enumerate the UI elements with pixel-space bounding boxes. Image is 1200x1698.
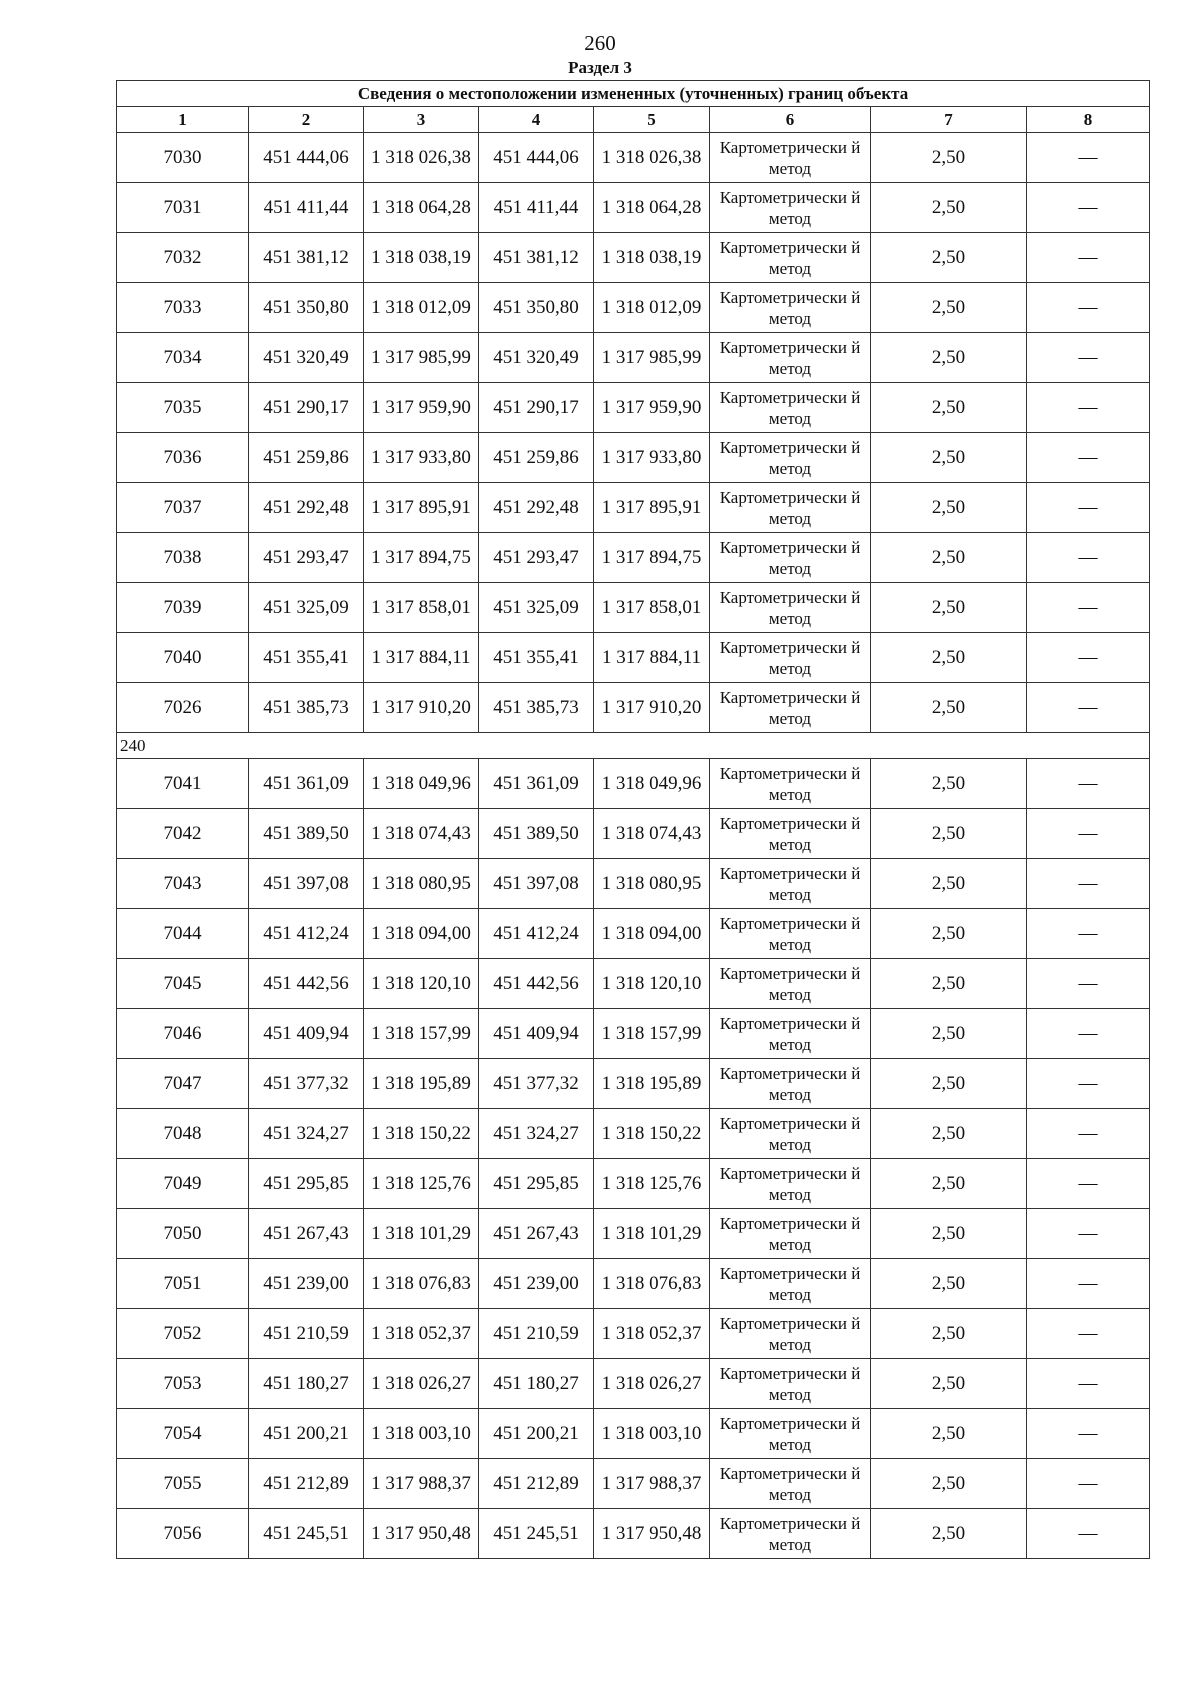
accuracy-cell: 2,50 <box>871 133 1027 183</box>
method-cell: Картометрически й метод <box>710 859 871 909</box>
accuracy-cell: 2,50 <box>871 1209 1027 1259</box>
x-old-cell: 451 239,00 <box>249 1259 364 1309</box>
table-row <box>117 859 1150 909</box>
y-old-cell: 1 318 094,00 <box>364 909 479 959</box>
contour-number-row <box>117 733 1150 759</box>
accuracy-cell: 2,50 <box>871 1459 1027 1509</box>
point-number-cell: 7032 <box>117 233 249 283</box>
y-old-cell: 1 317 858,01 <box>364 583 479 633</box>
point-number-cell: 7026 <box>117 683 249 733</box>
point-number-cell: 7051 <box>117 1259 249 1309</box>
description-cell: — <box>1027 1109 1150 1159</box>
x-new-cell: 451 389,50 <box>479 809 594 859</box>
point-number-cell: 7033 <box>117 283 249 333</box>
boundary-coordinates-table <box>116 80 1150 1559</box>
table-row <box>117 233 1150 283</box>
description-cell: — <box>1027 633 1150 683</box>
y-new-cell: 1 318 076,83 <box>594 1259 710 1309</box>
point-number-cell: 7047 <box>117 1059 249 1109</box>
point-number-cell: 7055 <box>117 1459 249 1509</box>
y-old-cell: 1 318 076,83 <box>364 1259 479 1309</box>
point-number-cell: 7031 <box>117 183 249 233</box>
method-cell: Картометрически й метод <box>710 959 871 1009</box>
x-new-cell: 451 267,43 <box>479 1209 594 1259</box>
y-old-cell: 1 317 894,75 <box>364 533 479 583</box>
y-new-cell: 1 317 959,90 <box>594 383 710 433</box>
point-number-cell: 7038 <box>117 533 249 583</box>
description-cell: — <box>1027 583 1150 633</box>
x-old-cell: 451 361,09 <box>249 759 364 809</box>
table-row <box>117 1159 1150 1209</box>
y-old-cell: 1 318 026,38 <box>364 133 479 183</box>
description-cell: — <box>1027 383 1150 433</box>
description-cell: — <box>1027 683 1150 733</box>
x-new-cell: 451 397,08 <box>479 859 594 909</box>
method-cell: Картометрически й метод <box>710 1509 871 1559</box>
x-old-cell: 451 200,21 <box>249 1409 364 1459</box>
method-cell: Картометрически й метод <box>710 633 871 683</box>
table-row <box>117 809 1150 859</box>
column-number: 5 <box>594 107 710 133</box>
x-old-cell: 451 295,85 <box>249 1159 364 1209</box>
table-row <box>117 1309 1150 1359</box>
accuracy-cell: 2,50 <box>871 233 1027 283</box>
x-old-cell: 451 411,44 <box>249 183 364 233</box>
x-new-cell: 451 180,27 <box>479 1359 594 1409</box>
accuracy-cell: 2,50 <box>871 1259 1027 1309</box>
table-row <box>117 383 1150 433</box>
y-new-cell: 1 318 120,10 <box>594 959 710 1009</box>
y-old-cell: 1 317 933,80 <box>364 433 479 483</box>
table-row <box>117 1359 1150 1409</box>
x-old-cell: 451 325,09 <box>249 583 364 633</box>
y-old-cell: 1 317 895,91 <box>364 483 479 533</box>
x-new-cell: 451 292,48 <box>479 483 594 533</box>
x-old-cell: 451 409,94 <box>249 1009 364 1059</box>
description-cell: — <box>1027 133 1150 183</box>
description-cell: — <box>1027 233 1150 283</box>
method-cell: Картометрически й метод <box>710 1359 871 1409</box>
method-cell: Картометрически й метод <box>710 1109 871 1159</box>
x-old-cell: 451 320,49 <box>249 333 364 383</box>
method-cell: Картометрически й метод <box>710 433 871 483</box>
column-number: 1 <box>117 107 249 133</box>
y-new-cell: 1 317 895,91 <box>594 483 710 533</box>
x-new-cell: 451 385,73 <box>479 683 594 733</box>
method-cell: Картометрически й метод <box>710 483 871 533</box>
table-row <box>117 1059 1150 1109</box>
y-old-cell: 1 317 910,20 <box>364 683 479 733</box>
x-new-cell: 451 411,44 <box>479 183 594 233</box>
x-old-cell: 451 293,47 <box>249 533 364 583</box>
x-old-cell: 451 350,80 <box>249 283 364 333</box>
table-row <box>117 683 1150 733</box>
x-new-cell: 451 200,21 <box>479 1409 594 1459</box>
description-cell: — <box>1027 1259 1150 1309</box>
x-new-cell: 451 245,51 <box>479 1509 594 1559</box>
y-old-cell: 1 318 003,10 <box>364 1409 479 1459</box>
method-cell: Картометрически й метод <box>710 1009 871 1059</box>
table-row <box>117 633 1150 683</box>
point-number-cell: 7054 <box>117 1409 249 1459</box>
table-row <box>117 533 1150 583</box>
x-old-cell: 451 412,24 <box>249 909 364 959</box>
accuracy-cell: 2,50 <box>871 809 1027 859</box>
table-row <box>117 1009 1150 1059</box>
x-old-cell: 451 377,32 <box>249 1059 364 1109</box>
y-old-cell: 1 318 195,89 <box>364 1059 479 1109</box>
y-new-cell: 1 317 894,75 <box>594 533 710 583</box>
y-old-cell: 1 318 049,96 <box>364 759 479 809</box>
y-old-cell: 1 318 120,10 <box>364 959 479 1009</box>
y-new-cell: 1 318 074,43 <box>594 809 710 859</box>
table-row <box>117 1409 1150 1459</box>
x-new-cell: 451 293,47 <box>479 533 594 583</box>
y-old-cell: 1 317 985,99 <box>364 333 479 383</box>
y-new-cell: 1 318 003,10 <box>594 1409 710 1459</box>
column-number: 7 <box>871 107 1027 133</box>
x-new-cell: 451 381,12 <box>479 233 594 283</box>
y-new-cell: 1 318 125,76 <box>594 1159 710 1209</box>
y-old-cell: 1 318 064,28 <box>364 183 479 233</box>
column-number: 8 <box>1027 107 1150 133</box>
table-row <box>117 433 1150 483</box>
x-new-cell: 451 210,59 <box>479 1309 594 1359</box>
accuracy-cell: 2,50 <box>871 483 1027 533</box>
method-cell: Картометрически й метод <box>710 133 871 183</box>
x-old-cell: 451 245,51 <box>249 1509 364 1559</box>
method-cell: Картометрически й метод <box>710 909 871 959</box>
accuracy-cell: 2,50 <box>871 859 1027 909</box>
description-cell: — <box>1027 809 1150 859</box>
y-old-cell: 1 318 150,22 <box>364 1109 479 1159</box>
contour-number: 240 <box>117 733 1150 759</box>
y-new-cell: 1 318 150,22 <box>594 1109 710 1159</box>
accuracy-cell: 2,50 <box>871 433 1027 483</box>
table-row <box>117 483 1150 533</box>
point-number-cell: 7030 <box>117 133 249 183</box>
y-new-cell: 1 317 884,11 <box>594 633 710 683</box>
method-cell: Картометрически й метод <box>710 1259 871 1309</box>
x-old-cell: 451 259,86 <box>249 433 364 483</box>
x-new-cell: 451 355,41 <box>479 633 594 683</box>
x-new-cell: 451 412,24 <box>479 909 594 959</box>
table-row <box>117 283 1150 333</box>
description-cell: — <box>1027 183 1150 233</box>
method-cell: Картометрически й метод <box>710 1309 871 1359</box>
x-old-cell: 451 210,59 <box>249 1309 364 1359</box>
table-row <box>117 909 1150 959</box>
accuracy-cell: 2,50 <box>871 1009 1027 1059</box>
description-cell: — <box>1027 1509 1150 1559</box>
x-old-cell: 451 385,73 <box>249 683 364 733</box>
point-number-cell: 7045 <box>117 959 249 1009</box>
x-old-cell: 451 381,12 <box>249 233 364 283</box>
accuracy-cell: 2,50 <box>871 333 1027 383</box>
point-number-cell: 7036 <box>117 433 249 483</box>
table-row <box>117 759 1150 809</box>
point-number-cell: 7039 <box>117 583 249 633</box>
y-new-cell: 1 318 049,96 <box>594 759 710 809</box>
table-row <box>117 1459 1150 1509</box>
method-cell: Картометрически й метод <box>710 809 871 859</box>
x-old-cell: 451 389,50 <box>249 809 364 859</box>
description-cell: — <box>1027 433 1150 483</box>
description-cell: — <box>1027 1459 1150 1509</box>
point-number-cell: 7056 <box>117 1509 249 1559</box>
y-old-cell: 1 318 074,43 <box>364 809 479 859</box>
x-new-cell: 451 320,49 <box>479 333 594 383</box>
y-new-cell: 1 318 026,27 <box>594 1359 710 1409</box>
description-cell: — <box>1027 1009 1150 1059</box>
accuracy-cell: 2,50 <box>871 1159 1027 1209</box>
point-number-cell: 7049 <box>117 1159 249 1209</box>
y-new-cell: 1 317 933,80 <box>594 433 710 483</box>
page-number: 260 <box>584 31 616 55</box>
y-old-cell: 1 318 101,29 <box>364 1209 479 1259</box>
table-caption: Сведения о местоположении измененных (уточненных) границ объекта <box>117 81 1150 107</box>
table-body <box>117 133 1150 1559</box>
method-cell: Картометрически й метод <box>710 233 871 283</box>
y-new-cell: 1 318 064,28 <box>594 183 710 233</box>
description-cell: — <box>1027 283 1150 333</box>
y-old-cell: 1 317 959,90 <box>364 383 479 433</box>
x-old-cell: 451 324,27 <box>249 1109 364 1159</box>
x-new-cell: 451 409,94 <box>479 1009 594 1059</box>
description-cell: — <box>1027 1309 1150 1359</box>
point-number-cell: 7053 <box>117 1359 249 1409</box>
description-cell: — <box>1027 859 1150 909</box>
description-cell: — <box>1027 1359 1150 1409</box>
method-cell: Картометрически й метод <box>710 1209 871 1259</box>
table-row <box>117 183 1150 233</box>
table-row <box>117 1259 1150 1309</box>
accuracy-cell: 2,50 <box>871 1309 1027 1359</box>
x-old-cell: 451 212,89 <box>249 1459 364 1509</box>
x-old-cell: 451 355,41 <box>249 633 364 683</box>
point-number-cell: 7040 <box>117 633 249 683</box>
accuracy-cell: 2,50 <box>871 683 1027 733</box>
y-old-cell: 1 318 125,76 <box>364 1159 479 1209</box>
x-new-cell: 451 325,09 <box>479 583 594 633</box>
column-number: 6 <box>710 107 871 133</box>
point-number-cell: 7034 <box>117 333 249 383</box>
accuracy-cell: 2,50 <box>871 909 1027 959</box>
y-new-cell: 1 318 052,37 <box>594 1309 710 1359</box>
y-old-cell: 1 317 950,48 <box>364 1509 479 1559</box>
y-new-cell: 1 318 038,19 <box>594 233 710 283</box>
point-number-cell: 7037 <box>117 483 249 533</box>
column-number: 4 <box>479 107 594 133</box>
x-new-cell: 451 295,85 <box>479 1159 594 1209</box>
method-cell: Картометрически й метод <box>710 383 871 433</box>
x-new-cell: 451 324,27 <box>479 1109 594 1159</box>
point-number-cell: 7042 <box>117 809 249 859</box>
x-old-cell: 451 444,06 <box>249 133 364 183</box>
point-number-cell: 7043 <box>117 859 249 909</box>
x-new-cell: 451 212,89 <box>479 1459 594 1509</box>
x-new-cell: 451 361,09 <box>479 759 594 809</box>
y-old-cell: 1 318 080,95 <box>364 859 479 909</box>
x-old-cell: 451 290,17 <box>249 383 364 433</box>
y-new-cell: 1 317 858,01 <box>594 583 710 633</box>
x-old-cell: 451 397,08 <box>249 859 364 909</box>
description-cell: — <box>1027 1409 1150 1459</box>
accuracy-cell: 2,50 <box>871 633 1027 683</box>
y-new-cell: 1 317 910,20 <box>594 683 710 733</box>
table-row <box>117 959 1150 1009</box>
accuracy-cell: 2,50 <box>871 183 1027 233</box>
description-cell: — <box>1027 1159 1150 1209</box>
y-new-cell: 1 317 988,37 <box>594 1459 710 1509</box>
table-row <box>117 1209 1150 1259</box>
column-number: 3 <box>364 107 479 133</box>
x-old-cell: 451 292,48 <box>249 483 364 533</box>
accuracy-cell: 2,50 <box>871 1059 1027 1109</box>
description-cell: — <box>1027 333 1150 383</box>
method-cell: Картометрически й метод <box>710 333 871 383</box>
description-cell: — <box>1027 533 1150 583</box>
accuracy-cell: 2,50 <box>871 1109 1027 1159</box>
method-cell: Картометрически й метод <box>710 583 871 633</box>
table-row <box>117 1509 1150 1559</box>
point-number-cell: 7035 <box>117 383 249 433</box>
y-new-cell: 1 318 080,95 <box>594 859 710 909</box>
accuracy-cell: 2,50 <box>871 759 1027 809</box>
table-row <box>117 1109 1150 1159</box>
y-new-cell: 1 317 985,99 <box>594 333 710 383</box>
point-number-cell: 7046 <box>117 1009 249 1059</box>
y-new-cell: 1 318 101,29 <box>594 1209 710 1259</box>
description-cell: — <box>1027 959 1150 1009</box>
accuracy-cell: 2,50 <box>871 533 1027 583</box>
accuracy-cell: 2,50 <box>871 283 1027 333</box>
table-row <box>117 583 1150 633</box>
method-cell: Картометрически й метод <box>710 533 871 583</box>
x-new-cell: 451 239,00 <box>479 1259 594 1309</box>
x-new-cell: 451 377,32 <box>479 1059 594 1109</box>
description-cell: — <box>1027 1059 1150 1109</box>
point-number-cell: 7050 <box>117 1209 249 1259</box>
table-row <box>117 333 1150 383</box>
point-number-cell: 7048 <box>117 1109 249 1159</box>
y-new-cell: 1 318 026,38 <box>594 133 710 183</box>
section-title: Раздел 3 <box>568 58 632 77</box>
accuracy-cell: 2,50 <box>871 1509 1027 1559</box>
column-number: 2 <box>249 107 364 133</box>
accuracy-cell: 2,50 <box>871 1409 1027 1459</box>
table-row <box>117 133 1150 183</box>
method-cell: Картометрически й метод <box>710 759 871 809</box>
x-old-cell: 451 267,43 <box>249 1209 364 1259</box>
y-old-cell: 1 318 157,99 <box>364 1009 479 1059</box>
method-cell: Картометрически й метод <box>710 1059 871 1109</box>
x-new-cell: 451 290,17 <box>479 383 594 433</box>
description-cell: — <box>1027 1209 1150 1259</box>
y-new-cell: 1 317 950,48 <box>594 1509 710 1559</box>
y-old-cell: 1 318 012,09 <box>364 283 479 333</box>
y-old-cell: 1 317 988,37 <box>364 1459 479 1509</box>
description-cell: — <box>1027 483 1150 533</box>
y-old-cell: 1 318 026,27 <box>364 1359 479 1409</box>
point-number-cell: 7044 <box>117 909 249 959</box>
accuracy-cell: 2,50 <box>871 959 1027 1009</box>
accuracy-cell: 2,50 <box>871 583 1027 633</box>
y-new-cell: 1 318 094,00 <box>594 909 710 959</box>
y-old-cell: 1 317 884,11 <box>364 633 479 683</box>
x-new-cell: 451 444,06 <box>479 133 594 183</box>
description-cell: — <box>1027 759 1150 809</box>
point-number-cell: 7041 <box>117 759 249 809</box>
y-new-cell: 1 318 157,99 <box>594 1009 710 1059</box>
column-number-row <box>117 107 1150 133</box>
method-cell: Картометрически й метод <box>710 1409 871 1459</box>
method-cell: Картометрически й метод <box>710 1159 871 1209</box>
point-number-cell: 7052 <box>117 1309 249 1359</box>
method-cell: Картометрически й метод <box>710 1459 871 1509</box>
x-old-cell: 451 442,56 <box>249 959 364 1009</box>
x-new-cell: 451 259,86 <box>479 433 594 483</box>
accuracy-cell: 2,50 <box>871 383 1027 433</box>
method-cell: Картометрически й метод <box>710 683 871 733</box>
description-cell: — <box>1027 909 1150 959</box>
y-new-cell: 1 318 195,89 <box>594 1059 710 1109</box>
accuracy-cell: 2,50 <box>871 1359 1027 1409</box>
x-new-cell: 451 350,80 <box>479 283 594 333</box>
y-old-cell: 1 318 052,37 <box>364 1309 479 1359</box>
method-cell: Картометрически й метод <box>710 283 871 333</box>
y-old-cell: 1 318 038,19 <box>364 233 479 283</box>
x-old-cell: 451 180,27 <box>249 1359 364 1409</box>
x-new-cell: 451 442,56 <box>479 959 594 1009</box>
method-cell: Картометрически й метод <box>710 183 871 233</box>
y-new-cell: 1 318 012,09 <box>594 283 710 333</box>
